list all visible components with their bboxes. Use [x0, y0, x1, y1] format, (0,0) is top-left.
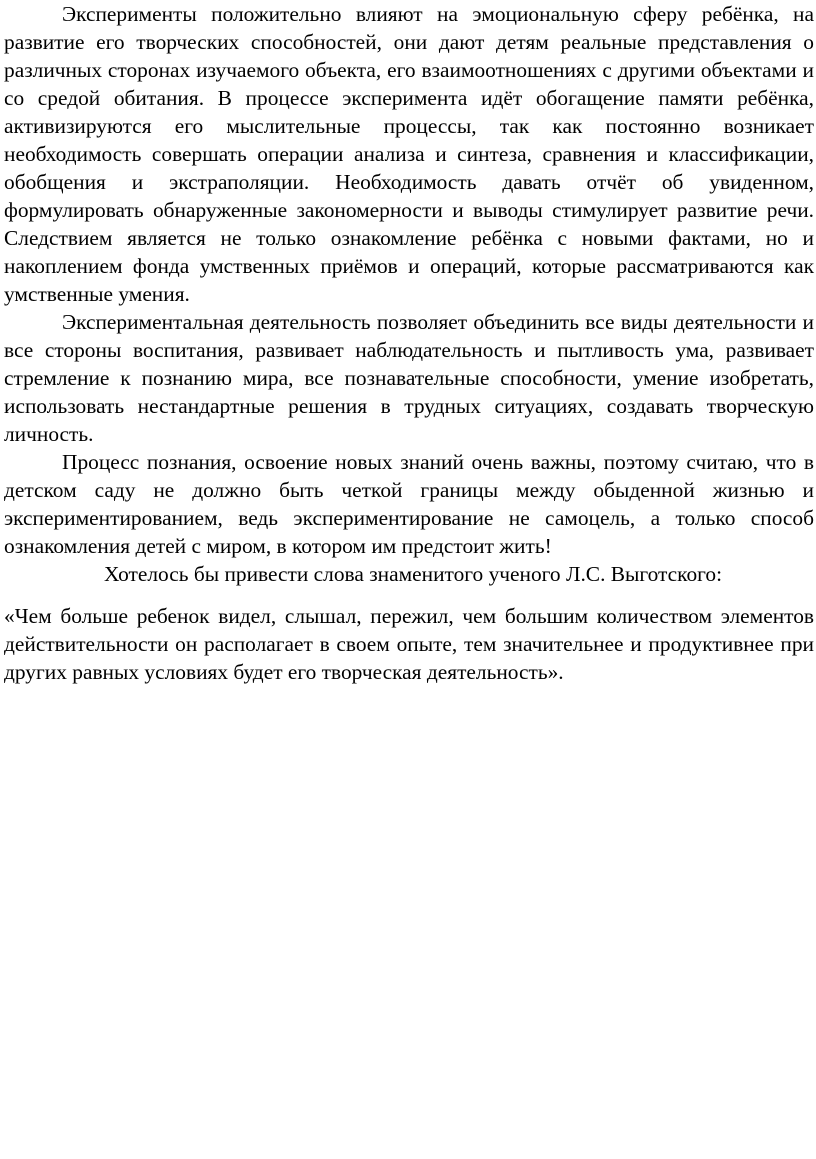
- document-page: [4, 0, 814, 686]
- paragraph-3: Процесс познания, освоение новых знаний очень важны, поэтому считаю, что в детском саду не должно быть четкой границы между обыденной жизнью и экспериментированием, ведь экспериментирование не самоцель, а только способ ознакомления детей с миром, в котором им предстоит жить!: [4, 450, 814, 558]
- quote-intro: Хотелось бы привести слова знаменитого ученого Л.С. Выготского:: [104, 562, 723, 586]
- paragraph-2: Экспериментальная деятельность позволяет объединить все виды деятельности и все стороны воспитания, развивает наблюдательность и пытливость ума, развивает стремление к познанию мира, все познавательные способности, умение изобретать, использовать нестандартные решения в трудных ситуациях, создавать творческую личность.: [4, 310, 814, 446]
- paragraph-1: Эксперименты положительно влияют на эмоциональную сферу ребёнка, на развитие его творческих способностей, они дают детям реальные представления о различных сторонах изучаемого объекта, его взаимоотношениях с другими объектами и со средой обитания. В процессе эксперимента идёт обогащение памяти ребёнка, активизируются его мыслительные процессы, так как постоянно возникает необходимость совершать операции анализа и синтеза, сравнения и классификации, обобщения и экстраполяции. Необходимость давать отчёт об увиденном, формулировать обнаруженные закономерности и выводы стимулирует развитие речи. Следствием является не только ознакомление ребёнка с новыми фактами, но и накоплением фонда умственных приёмов и операций, которые рассматриваются как умственные умения.: [4, 2, 814, 306]
- vygotsky-quote: «Чем больше ребенок видел, слышал, пережил, чем большим количеством элементов действительности он располагает в своем опыте, тем значительнее и продуктивнее при других равных условиях будет его творческая деятельность».: [4, 604, 814, 684]
